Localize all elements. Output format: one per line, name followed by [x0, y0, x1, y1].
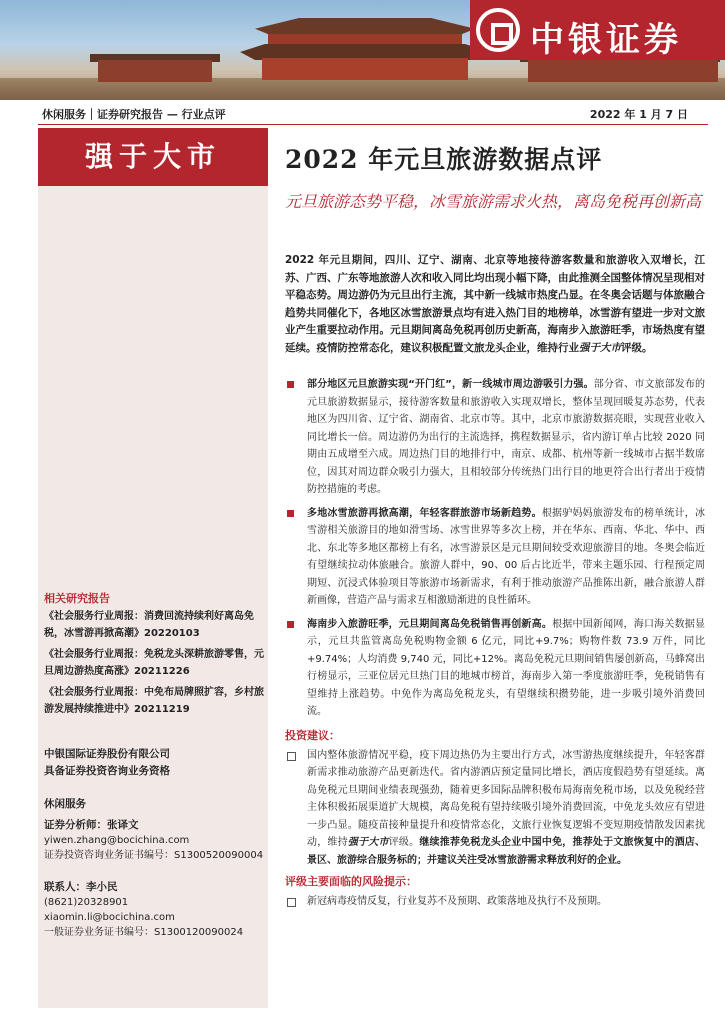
invest-advice: [285, 747, 705, 870]
analyst-name: 证券分析师：张译文: [44, 819, 139, 831]
key-point-body: 根据驴妈妈旅游发布的榜单统计，冰雪游相关旅游目的地如滑雪场、冰雪世界等多次上榜，并在华东、西南、华北、华中、西北、东北等多地区都榜上有名，冰雪游景区是元旦期间较受欢迎旅游目的地。冬奥会临近有望继续拉动体旅融合。旅游人群中，90、00 后占比近半，带来主题乐园、行程预定周期短、沉浸式体验项目等旅游市场新需求，有利于推动旅游产品推陈出新，融合旅游人群新画像，营造产品与需求互相激励渐进的良性循环。: [307, 507, 706, 606]
invest-body: 国内整体旅游情况平稳，疫下周边热仍为主要出行方式，冰雪游热度继续提升，年轻客群新需求推动旅游产品更新迭代。省内游酒店预定量同比增长，酒店度假趋势有望延续。离岛免税元旦期间业绩表现强劲，随着更多国际品牌积极布局海南免税市场，以及免税经营主体积极拓展渠道扩大规模，离岛免税有望持续吸引境外消费回流，中免龙头效应有望进一步凸显。随疫苗接种量提升和疫情常态化，文旅行业恢复逻辑不变短期疫情散发因素扰动，维持: [307, 749, 705, 848]
header-banner: [0, 0, 725, 100]
analyst-cert: 证券投资咨询业务证书编号：S1300520090004: [44, 850, 264, 861]
page-subtitle: 元旦旅游态势平稳，冰雪旅游需求火热，离岛免税再创新高: [285, 192, 702, 211]
banner-hall-lower-wall: [262, 58, 468, 80]
contact-info: [44, 880, 266, 940]
summary-text: 2022 年元旦期间，四川、辽宁、湖南、北京等地接待游客数量和旅游收入双增长，江苏、广西、广东等地旅游人次和收入同比均出现小幅下降，由此推测全国整体情况呈现相对平稳态势。周边游仍为元旦出行主流，其中新一线城市热度凸显。在冬奥会话题与体旅融合趋势共同催化下，各地区冰雪旅游景点均有进入热门目的地榜单，冰雪游有望进一步对文旅业产生重要拉动作用。元旦期间离岛免税再创历史新高，海南步入旅游旺季，市场热度有望延续。疫情防控常态化，建议积极配置文旅龙头企业，维持行业: [285, 254, 705, 354]
banner-side-hall-left: [98, 60, 212, 82]
related-report-item[interactable]: 《社会服务行业周报：消费回流持续利好离岛免税，冰雪游再掀高潮》20220103: [44, 611, 254, 639]
key-point-body: 根据中国新闻网，海口海关数据显示，元旦共监管离岛免税购物金额 6 亿元，同比+9.7%；购物件数 73.9 万件，同比+9.74%；人均消费 9,740 元，同比+12%。离岛免税元旦期间销售屡创新高，马蜂窝出行榜显示，三亚位居元旦热门目的地城市榜首，海南步入第一季度旅游旺季，免税销售有望维持上涨趋势。中免作为离岛免税龙头，有望继续积攒势能，进一步吸引境外消费回流。: [307, 618, 706, 717]
company-qualification: 具备证券投资咨询业务资格: [44, 765, 170, 777]
related-report-item[interactable]: 《社会服务行业周报：中免布局牌照扩容，乡村旅游发展持续推进中》20211219: [44, 687, 264, 715]
key-point: [285, 616, 705, 721]
report-category: 休闲服务｜证券研究报告 — 行业点评: [42, 108, 226, 121]
key-point-head: 海南步入旅游旺季，元旦期间离岛免税销售再创新高。: [307, 618, 553, 630]
risk-item: 新冠病毒疫情反复，行业复苏不及预期、政策落地及执行不及预期。: [285, 893, 705, 911]
invest-recommendation: 继续推荐免税龙头企业中国中免，推荐处于文旅恢复中的酒店、景区、旅游综合服务标的；并建议关注受冰雪旅游需求释放利好的企业。: [307, 837, 706, 866]
contact-cert: 一般证券业务证书编号：S1300120090024: [44, 927, 244, 938]
summary-end: 评级。: [621, 341, 653, 354]
summary-rating: 强于大市: [579, 341, 621, 354]
company-info: [44, 746, 170, 780]
contact-name: 联系人：李小民: [44, 881, 118, 893]
company-name: 中银国际证券股份有限公司: [44, 748, 170, 760]
related-reports-list: [44, 608, 266, 722]
contact-phone: (8621)20328901: [44, 897, 129, 908]
report-meta-bar: [38, 103, 708, 125]
key-point: [285, 376, 705, 499]
analyst-email[interactable]: yiwen.zhang@bocichina.com: [44, 835, 190, 846]
invest-rating: 强于大市: [347, 837, 389, 848]
banner-side-hall-right: [528, 60, 718, 82]
rating-badge: 强于大市: [38, 128, 268, 186]
summary-paragraph: [285, 252, 705, 357]
key-point-head: 部分地区元旦旅游实现“开门红”，新一线城市周边游吸引力强。: [307, 379, 594, 390]
risk-title: 评级主要面临的风险提示：: [285, 875, 417, 888]
contact-email[interactable]: xiaomin.li@bocichina.com: [44, 912, 175, 923]
key-point-body: 部分省、市文旅部发布的元旦旅游数据显示，接待游客数量和旅游收入实现双增长，整体呈现回暖复苏态势，代表地区为四川省、辽宁省、湖南省、北京市等。其中，北京市旅游数据亮眼，实现营业收入同比增长一倍。周边游仍为出行的主流选择，携程数据显示，省内游订单占比较 2020 同期由五成增至六成。周边热门目的地排行中，南京、成都、杭州等新一线城市占据半数席位，因其对周边群众吸引力强大，且相较部分传统热门出行目的地更符合出行者出于疫情防控措施的考虑。: [307, 379, 705, 495]
page-title: 2022 年元旦旅游数据点评: [285, 145, 603, 174]
sector-label: 休闲服务: [44, 798, 86, 810]
key-point: [285, 505, 705, 610]
sidebar: [38, 128, 268, 1008]
key-point-head: 多地冰雪旅游再掀高潮，年轻客群旅游市场新趋势。: [307, 507, 542, 519]
analyst-info: [44, 818, 266, 863]
bank-logo-icon: [476, 8, 520, 52]
key-points: [285, 376, 705, 915]
invest-mid: 评级。: [388, 837, 420, 848]
related-report-item[interactable]: 《社会服务行业周报：免税龙头深耕旅游零售，元旦周边游热度高涨》20211226: [44, 649, 264, 677]
brand-logo-text: 中银证券: [530, 20, 682, 60]
invest-advice-title: 投资建议：: [285, 728, 340, 742]
report-date: 2022 年 1 月 7 日: [589, 108, 688, 121]
related-reports-title: 相关研究报告: [44, 592, 110, 605]
